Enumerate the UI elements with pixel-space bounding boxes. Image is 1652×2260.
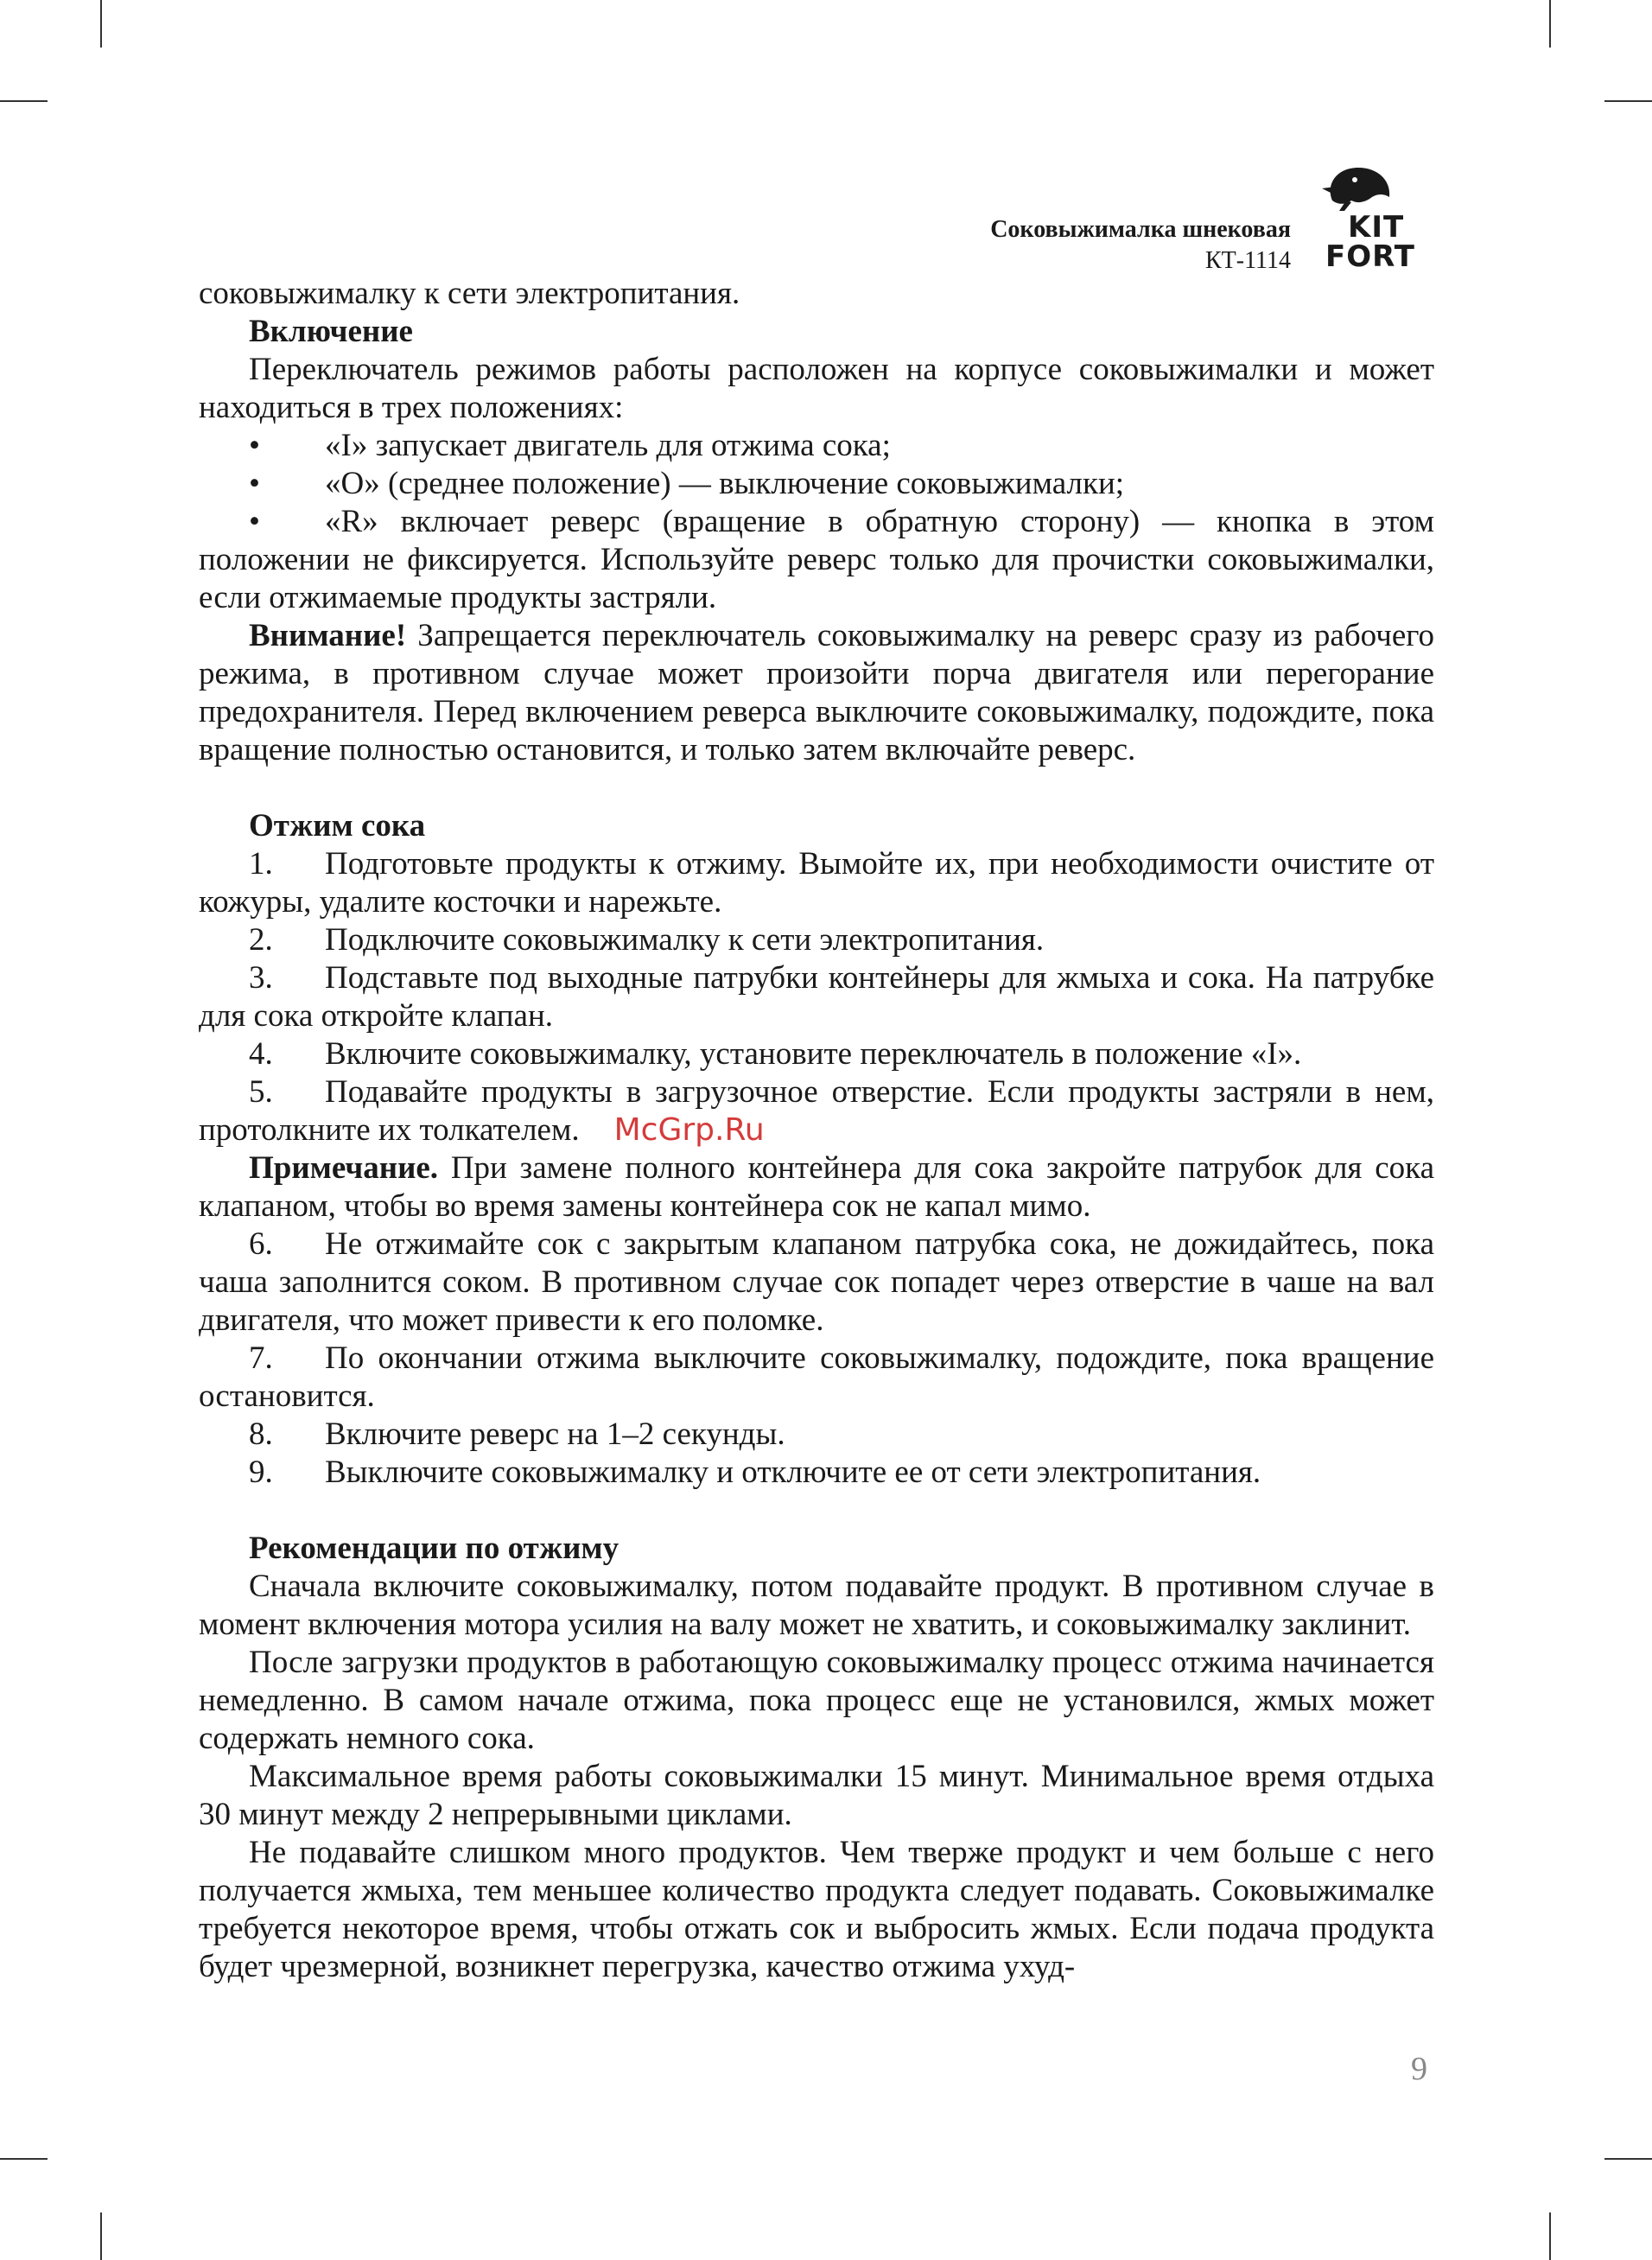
item-text: Включите соковыжималку, установите переключатель в положение «I». (325, 1036, 1302, 1072)
note-label: Примечание. (249, 1150, 439, 1186)
watermark: McGrp.Ru (613, 1112, 765, 1148)
item-number: 1. (249, 846, 273, 882)
intro-line: соковыжималку к сети электропитания. (199, 276, 740, 311)
bullet-marker: • (249, 466, 260, 501)
crop-mark (0, 100, 48, 102)
section-title-on: Включение (249, 314, 413, 349)
bird-logo-icon (1320, 162, 1398, 213)
header-product: Соковыжималка шнековая (990, 216, 1291, 243)
bullet-item (199, 427, 1434, 465)
bullet-text: «O» (среднее положение) — выключение соковыжималки; (325, 466, 1125, 501)
warning-label: Внимание! (249, 618, 407, 653)
list-item (199, 1225, 1434, 1340)
item-number: 6. (249, 1226, 273, 1262)
item-text: Включите реверс на 1–2 секунды. (325, 1416, 785, 1452)
rec-paragraph: Не подавайте слишком много продуктов. Чем тверже продукт и чем больше с него получается жмыха, тем меньшее количество продукта следует подавать. Соковыжималке требуется некоторое время, чтобы отжать сок и выбросить жмых. Если подача продукта будет чрезмерной, возникнет перегрузка, качество отжима ухуд- (199, 1835, 1434, 1984)
item-number: 9. (249, 1455, 273, 1490)
list-item (199, 959, 1434, 1035)
item-text: Подключите соковыжималку к сети электропитания. (325, 922, 1045, 958)
logo-word-fort: FORT (1325, 239, 1415, 274)
page-content (199, 275, 1434, 1986)
brand-logo (1318, 162, 1439, 274)
section-title-juice: Отжим сока (249, 808, 426, 844)
list-item (199, 921, 1434, 959)
note-text: При замене полного контейнера для сока закройте патрубок для сока клапаном, чтобы во время замены контейнера сок не капал мимо. (199, 1150, 1434, 1224)
item-number: 5. (249, 1074, 273, 1110)
section-title-recommendations: Рекомендации по отжиму (249, 1531, 620, 1566)
item-text: Не отжимайте сок с закрытым клапаном патрубка сока, не дожидайтесь, пока чаша заполнится соком. В противном случае сок попадет через отверстие в чаше на вал двигателя, что может привести к его поломке. (199, 1226, 1434, 1338)
list-item (199, 1454, 1434, 1492)
crop-mark (100, 0, 102, 48)
header-model: КТ-1114 (1204, 247, 1291, 274)
crop-mark (100, 2212, 102, 2260)
bullet-item (199, 503, 1434, 617)
crop-mark (1549, 0, 1551, 48)
item-number: 4. (249, 1036, 273, 1072)
item-text: По окончании отжима выключите соковыжималку, подождите, пока вращение остановится. (199, 1340, 1434, 1414)
page-number: 9 (1411, 2051, 1427, 2087)
item-text: Подавайте продукты в загрузочное отверстие. Если продукты застряли в нем, протолкните их толкателем. (199, 1074, 1434, 1148)
rec-paragraph: Максимальное время работы соковыжималки 15 минут. Минимальное время отдыха 30 минут между 2 непрерывными циклами. (199, 1759, 1434, 1832)
crop-mark (0, 2158, 48, 2160)
item-text: Подготовьте продукты к отжиму. Вымойте их, при необходимости очистите от кожуры, удалите косточки и нарежьте. (199, 846, 1434, 920)
item-text: Выключите соковыжималку и отключите ее от сети электропитания. (325, 1455, 1261, 1490)
crop-mark (1604, 2158, 1652, 2160)
bullet-item (199, 465, 1434, 503)
item-number: 2. (249, 922, 273, 958)
list-item (199, 1035, 1434, 1073)
crop-mark (1549, 2212, 1551, 2260)
item-number: 7. (249, 1340, 273, 1376)
warning-paragraph (199, 617, 1434, 769)
rec-paragraph: После загрузки продуктов в работающую соковыжималку процесс отжима начинается немедленно. В самом начале отжима, пока процесс еще не установился, жмых может содержать немного сока. (199, 1645, 1434, 1756)
list-item (199, 1416, 1434, 1454)
note-paragraph (199, 1149, 1434, 1225)
bullet-text: «I» запускает двигатель для отжима сока; (325, 428, 891, 463)
item-number: 8. (249, 1416, 273, 1452)
logo-word-kit: KIT (1348, 210, 1405, 245)
list-item (199, 1340, 1434, 1416)
rec-paragraph: Сначала включите соковыжималку, потом подавайте продукт. В противном случае в момент включения мотора усилия на валу может не хватить, и соковыжималку заклинит. (199, 1569, 1434, 1642)
list-item (199, 1073, 1434, 1149)
bullet-marker: • (249, 504, 260, 539)
item-number: 3. (249, 960, 273, 996)
bullet-marker: • (249, 428, 260, 463)
running-header (990, 214, 1291, 277)
item-text: Подставьте под выходные патрубки контейнеры для жмыха и сока. На патрубке для сока откройте клапан. (199, 960, 1434, 1034)
bullet-text: «R» включает реверс (вращение в обратную сторону) — кнопка в этом положении не фиксируется. Используйте реверс только для прочистки соковыжималки, если отжимаемые продукты застряли. (199, 504, 1434, 615)
warning-text: Запрещается переключатель соковыжималку на реверс сразу из рабочего режима, в противном случае может произойти порча двигателя или перегорание предохранителя. Перед включением реверса выключите соковыжималку, подождите, пока вращение полностью остановится, и только затем включайте реверс. (199, 618, 1434, 767)
list-item (199, 845, 1434, 921)
section-on-text: Переключатель режимов работы расположен на корпусе соковыжималки и может находиться в трех положениях: (199, 352, 1434, 425)
crop-mark (1604, 100, 1652, 102)
